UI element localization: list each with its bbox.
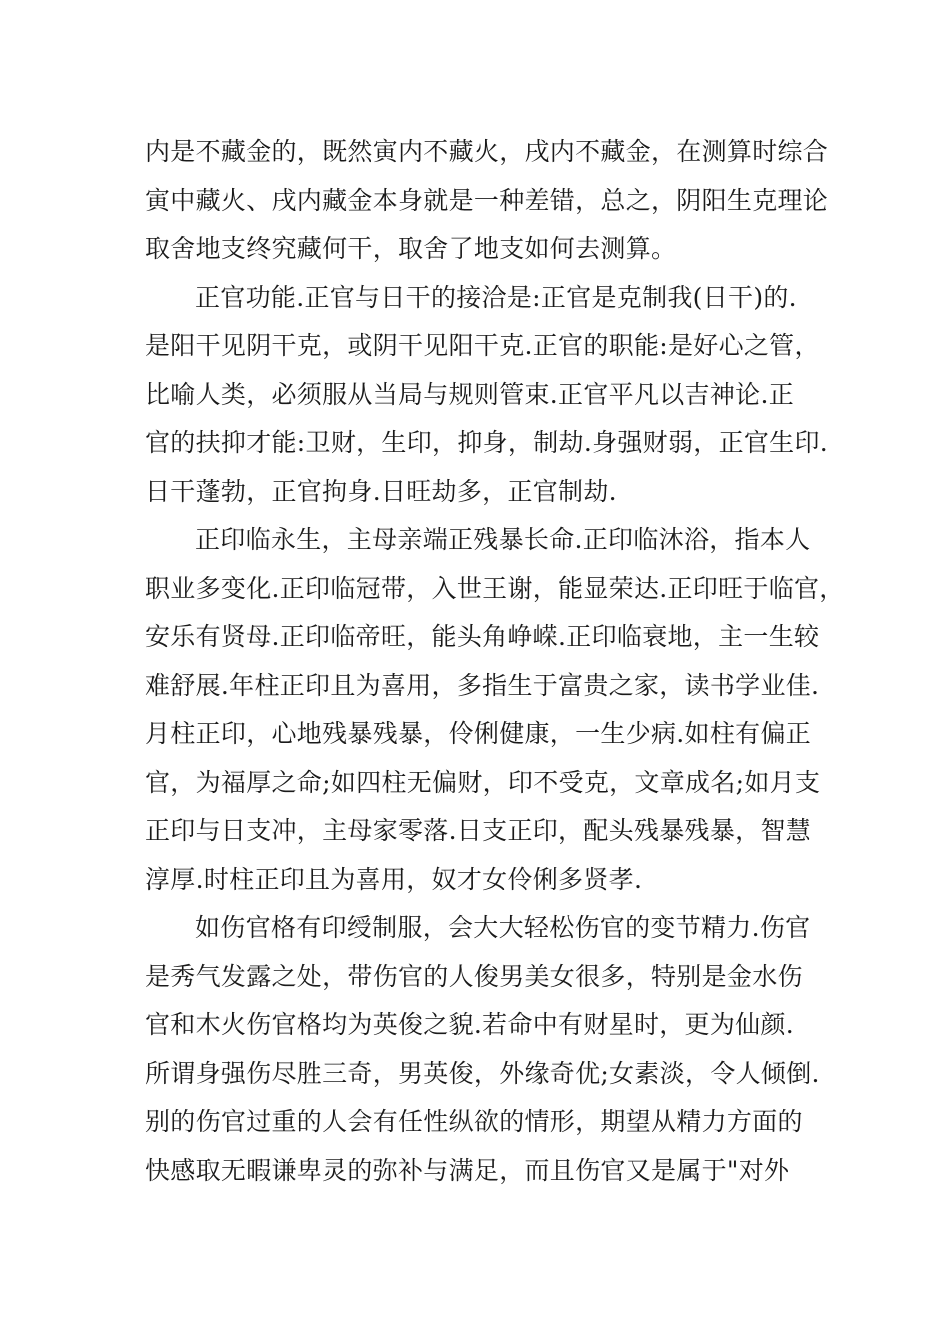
- text-line: 难舒展.年柱正印且为喜用，多指生于富贵之家，读书学业佳.: [145, 670, 820, 700]
- text-line: 安乐有贤母.正印临帝旺，能头角峥嵘.正印临衰地，主一生较: [145, 622, 820, 651]
- document-page: [145, 128, 845, 1195]
- text-line: 内是不藏金的，既然寅内不藏火，戌内不藏金，在测算时综合: [145, 137, 829, 166]
- text-line: 所谓身强伤尽胜三奇，男英俊，外缘奇优;女素淡，令人倾倒.: [145, 1058, 820, 1088]
- text-line: 淳厚.时柱正印且为喜用，奴才女伶俐多贤孝.: [145, 864, 643, 894]
- text-line: 官，为福厚之命;如四柱无偏财，印不受克，文章成名;如月支: [145, 767, 821, 797]
- text-line: 月柱正印，心地残暴残暴，伶俐健康，一生少病.如柱有偏正: [145, 719, 812, 748]
- text-line: 官的扶抑才能:卫财，生印，抑身，制劫.身强财弱，正官生印.: [145, 428, 829, 457]
- text-line: 正印临永生，主母亲端正残暴长命.正印临沐浴，指本人: [195, 525, 811, 554]
- paragraph-4: [145, 904, 820, 1195]
- text-line: 日干蓬勃，正官拘身.日旺劫多，正官制劫.: [145, 476, 617, 506]
- text-line: 如伤官格有印绶制服，会大大轻松伤官的变节精力.伤官: [195, 913, 811, 942]
- text-line: 是秀气发露之处，带伤官的人俊男美女很多，特别是金水伤: [145, 961, 803, 991]
- text-line: 快感取无暇谦卑灵的弥补与满足，而且伤官又是属于"对外: [145, 1155, 790, 1185]
- paragraph-3: [145, 516, 845, 904]
- text-line: 正印与日支冲，主母家零落.日支正印，配头残暴残暴，智慧: [145, 816, 812, 845]
- paragraph-2: [145, 274, 829, 517]
- text-line: 比喻人类，必须服从当局与规则管束.正官平凡以吉神论.正: [145, 379, 794, 409]
- paragraph-1: [145, 128, 829, 274]
- text-line: 寅中藏火、戌内藏金本身就是一种差错，总之，阴阳生克理论: [145, 185, 829, 215]
- text-line: 正官功能.正官与日干的接洽是:正官是克制我(日干)的.: [195, 282, 797, 312]
- text-line: 是阳干见阴干克，或阴干见阳干克.正官的职能:是好心之管，: [145, 331, 820, 360]
- text-line: 别的伤官过重的人会有任性纵欲的情形，期望从精力方面的: [145, 1107, 803, 1136]
- text-line: 官和木火伤官格均为英俊之貌.若命中有财星时，更为仙颜.: [145, 1010, 794, 1039]
- text-line: 取舍地支终究藏何干，取舍了地支如何去测算。: [145, 234, 677, 263]
- text-line: 职业多变化.正印临冠带，入世王谢，能显荣达.正印旺于临官，: [145, 573, 845, 603]
